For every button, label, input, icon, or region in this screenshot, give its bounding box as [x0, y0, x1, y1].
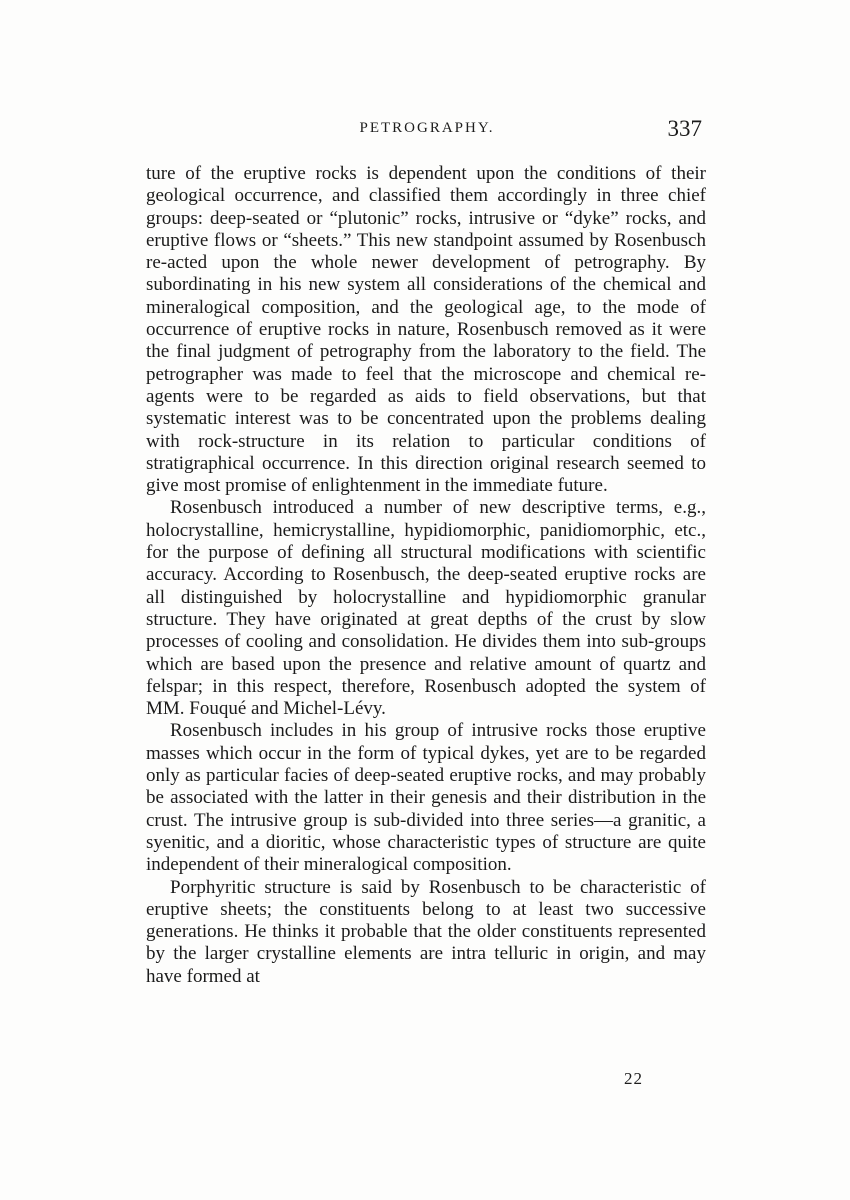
signature-mark: 22 [624, 1069, 643, 1088]
body-text [146, 163, 706, 988]
page-number: 337 [667, 116, 702, 141]
paragraph: Rosenbusch introduced a number of new descriptive terms, e.g., holocrystalline, hemicrystalline, hypidiomorphic, panidiomorphic, etc., for the purpose of defining all structural modifications with scientific accuracy. According to Rosenbusch, the deep-seated eruptive rocks are all distinguished by holocrystalline and hypidiomorphic granular structure. They have originated at great depths of the crust by slow processes of cooling and consolidation. He divides them into sub-groups which are based upon the presence and relative amount of quartz and felspar; in this respect, therefore, Rosenbusch adopted the system of MM. Fouqué and Michel-Lévy. [146, 497, 706, 720]
paragraph: Rosenbusch includes in his group of intrusive rocks those eruptive masses which occur in the form of typical dykes, yet are to be regarded only as particular facies of deep-seated eruptive rocks, and may probably be associated with the latter in their genesis and their distribution in the crust. The intrusive group is sub-divided into three series—a granitic, a syenitic, and a dioritic, whose characteristic types of structure are quite independent of their mineralogical composition. [146, 720, 706, 876]
paragraph: ture of the eruptive rocks is dependent upon the conditions of their geological occurrence, and classified them accordingly in three chief groups: deep-seated or “plutonic” rocks, intrusive or “dyke” rocks, and eruptive flows or “sheets.” This new standpoint assumed by Rosenbusch re-acted upon the whole newer development of petrography. By subordinating in his new system all considerations of the chemical and mineralogical composition, and the geological age, to the mode of occurrence of eruptive rocks in nature, Rosenbusch removed as it were the final judgment of petrography from the laboratory to the field. The petrographer was made to feel that the microscope and chemical re-agents were to be regarded as aids to field observations, but that systematic interest was to be concentrated upon the problems dealing with rock-structure in its relation to particular conditions of stratigraphical occurrence. In this direction original research seemed to give most promise of enlightenment in the immediate future. [146, 163, 706, 497]
paragraph: Porphyritic structure is said by Rosenbusch to be characteristic of eruptive sheets; the constituents belong to at least two successive generations. He thinks it probable that the older constituents represented by the larger crystalline elements are intra telluric in origin, and may have formed at [146, 876, 706, 987]
page-header [146, 116, 708, 150]
running-head: PETROGRAPHY. [359, 120, 495, 136]
